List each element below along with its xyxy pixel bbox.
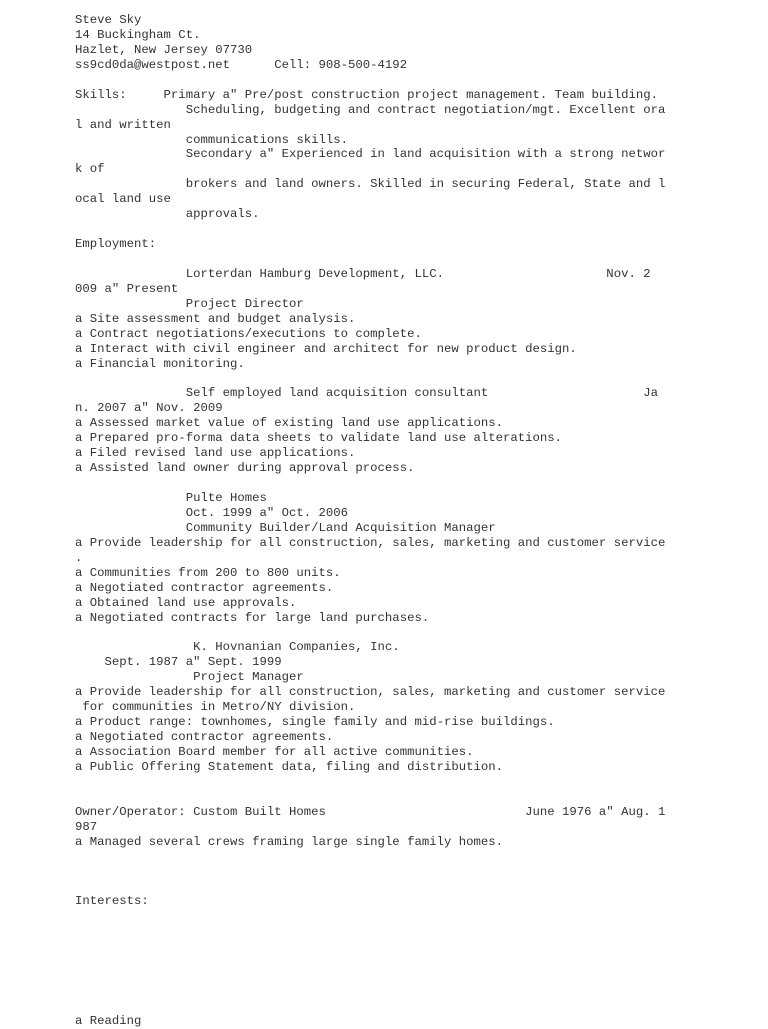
text-line: Employment: xyxy=(75,237,157,252)
text-line: a Financial monitoring. xyxy=(75,356,245,371)
text-line xyxy=(75,969,755,984)
text-line xyxy=(75,879,755,894)
resume-document xyxy=(75,13,755,1029)
text-line: k of xyxy=(75,162,105,177)
text-line: a Provide leadership for all construction, sales, marketing and customer service xyxy=(75,535,666,550)
text-line: a Managed several crews framing large single family homes. xyxy=(75,834,504,849)
text-line: a Negotiated contractor agreements. xyxy=(75,580,334,595)
text-line: 987 xyxy=(75,819,98,834)
text-line xyxy=(75,775,755,790)
text-line: a Negotiated contracts for large land purchases. xyxy=(75,610,430,625)
text-line: 009 a" Present xyxy=(75,281,179,296)
text-line: a Obtained land use approvals. xyxy=(75,595,297,610)
text-line: Skills: Primary a" Pre/post construction project management. Team building. xyxy=(75,87,658,102)
text-line: for communities in Metro/NY division. xyxy=(75,700,356,715)
text-line: a Interact with civil engineer and architect for new product design. xyxy=(75,341,577,356)
text-line xyxy=(75,939,755,954)
text-line: Self employed land acquisition consultant Ja xyxy=(75,386,658,401)
text-line: a Site assessment and budget analysis. xyxy=(75,311,356,326)
text-line: a Communities from 200 to 800 units. xyxy=(75,565,341,580)
text-line: brokers and land owners. Skilled in securing Federal, State and l xyxy=(75,177,666,192)
text-line xyxy=(75,954,755,969)
text-line: a Prepared pro-forma data sheets to validate land use alterations. xyxy=(75,431,563,446)
text-line: l and written xyxy=(75,117,171,132)
text-line: a Public Offering Statement data, filing and distribution. xyxy=(75,759,504,774)
text-line xyxy=(75,999,755,1014)
text-line: a Reading xyxy=(75,1013,142,1028)
text-line: Secondary a" Experienced in land acquisition with a strong networ xyxy=(75,147,666,162)
text-line: Hazlet, New Jersey 07730 xyxy=(75,42,253,57)
text-line: Community Builder/Land Acquisition Manager xyxy=(75,520,496,535)
text-line: Project Director xyxy=(75,296,304,311)
text-line: Owner/Operator: Custom Built Homes June 1976 a" Aug. 1 xyxy=(75,804,666,819)
text-line: Lorterdan Hamburg Development, LLC. Nov. 2 xyxy=(75,266,651,281)
text-line: ss9cd0da@westpost.net Cell: 908-500-4192 xyxy=(75,57,408,72)
text-line xyxy=(75,222,755,237)
text-line: a Association Board member for all active communities. xyxy=(75,744,474,759)
text-line: K. Hovnanian Companies, Inc. xyxy=(75,640,400,655)
text-line xyxy=(75,909,755,924)
text-line: n. 2007 a" Nov. 2009 xyxy=(75,401,223,416)
text-line: a Assisted land owner during approval process. xyxy=(75,461,415,476)
text-line: a Filed revised land use applications. xyxy=(75,446,356,461)
text-line xyxy=(75,372,755,387)
text-line: Oct. 1999 a" Oct. 2006 xyxy=(75,505,349,520)
text-line: a Assessed market value of existing land use applications. xyxy=(75,416,504,431)
text-line: Scheduling, budgeting and contract negotiation/mgt. Excellent ora xyxy=(75,102,666,117)
text-line xyxy=(75,864,755,879)
text-line xyxy=(75,625,755,640)
text-line xyxy=(75,924,755,939)
text-line: 14 Buckingham Ct. xyxy=(75,27,201,42)
text-line: a Provide leadership for all construction, sales, marketing and customer service xyxy=(75,685,666,700)
text-line xyxy=(75,984,755,999)
text-line: Interests: xyxy=(75,894,149,909)
text-line: ocal land use xyxy=(75,192,171,207)
text-line: a Negotiated contractor agreements. xyxy=(75,730,334,744)
text-line: . xyxy=(75,550,83,565)
text-line xyxy=(75,790,755,805)
text-line xyxy=(75,850,755,865)
text-line: communications skills. xyxy=(75,132,349,147)
text-line xyxy=(75,252,755,267)
text-line: Project Manager xyxy=(75,670,304,685)
text-line: approvals. xyxy=(75,207,260,222)
text-line: a Product range: townhomes, single family and mid-rise buildings. xyxy=(75,715,555,730)
text-line: Steve Sky xyxy=(75,13,142,27)
text-line: Sept. 1987 a" Sept. 1999 xyxy=(75,655,282,670)
text-line xyxy=(75,73,755,88)
text-line xyxy=(75,476,755,491)
text-line: a Contract negotiations/executions to complete. xyxy=(75,326,422,341)
text-line: Pulte Homes xyxy=(75,491,267,505)
